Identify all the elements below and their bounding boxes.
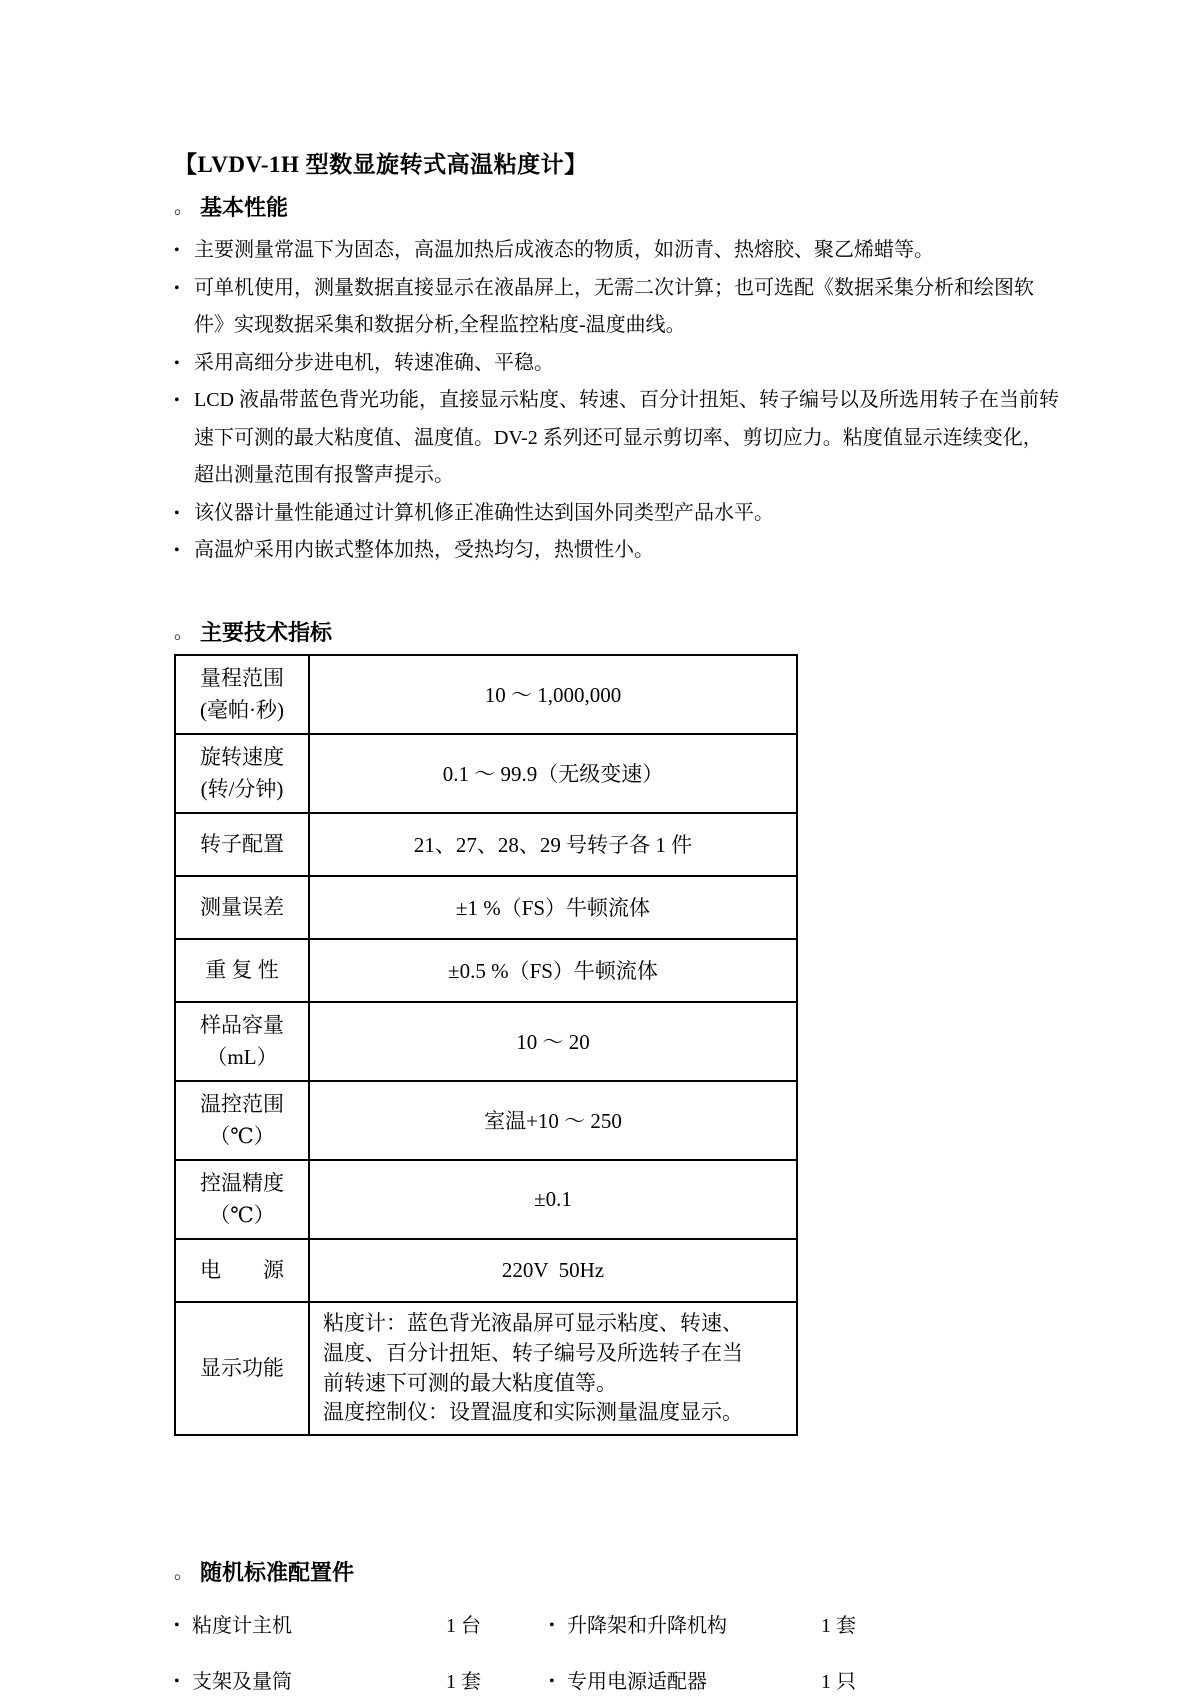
accessory-item <box>549 1611 821 1641</box>
spec-label-cell <box>175 734 309 813</box>
spec-label-cell <box>175 1239 309 1302</box>
spec-label-cell <box>175 813 309 876</box>
spec-value-text: ±0.5 %（FS）牛顿流体 <box>448 959 658 984</box>
accessory-name: 粘度计主机 <box>192 1615 292 1638</box>
spec-value-cell <box>309 1160 797 1239</box>
specs-table <box>174 654 798 1437</box>
feature-text: 主要测量常温下为固态，高温加热后成液态的物质，如沥青、热熔胶、聚乙烯蜡等。 <box>194 239 934 261</box>
spec-label-cell <box>175 1002 309 1081</box>
list-item <box>174 232 1059 270</box>
bullet-icon: • <box>549 1617 555 1635</box>
spec-label-line: 温控范围 <box>200 1091 284 1116</box>
table-row <box>175 813 797 876</box>
section-heading-text: 基本性能 <box>200 195 289 220</box>
spec-label-line: 显示功能 <box>200 1356 284 1381</box>
spec-label-line: 重 复 性 <box>205 957 279 982</box>
heading-marker-icon: 。 <box>174 1562 194 1584</box>
spec-label-line: (转/分钟) <box>200 777 284 802</box>
bullet-icon: • <box>174 242 180 259</box>
accessory-quantity: 1 只 <box>821 1671 856 1694</box>
list-item <box>174 345 1059 383</box>
spec-label-line: 测量误差 <box>200 894 284 919</box>
table-row <box>175 1160 797 1239</box>
spec-value-cell <box>309 939 797 1002</box>
accessory-name: 专用电源适配器 <box>567 1671 707 1694</box>
spec-value-text: 10 ～ 1,000,000 <box>484 683 622 708</box>
spec-label-line: （℃） <box>209 1124 275 1149</box>
spec-label-line: 电 源 <box>200 1258 284 1283</box>
accessory-quantity: 1 台 <box>446 1615 481 1638</box>
accessory-quantity: 1 套 <box>821 1615 856 1638</box>
spec-value-cell <box>309 1002 797 1081</box>
spec-label-line: 量程范围 <box>200 665 284 690</box>
section-heading-text: 主要技术指标 <box>200 619 333 645</box>
feature-text: 可单机使用，测量数据直接显示在液晶屏上，无需二次计算；也可选配《数据采集分析和绘图软件》实现数据采集和数据分析,全程监控粘度-温度曲线。 <box>194 276 1034 336</box>
page-title: 【LVDV-1H 型数显旋转式高温粘度计】 <box>174 152 588 177</box>
feature-list <box>174 232 1059 570</box>
section-heading-text: 随机标准配置件 <box>200 1560 355 1586</box>
spec-value-cell <box>309 813 797 876</box>
spec-label-line: （℃） <box>209 1203 275 1228</box>
heading-marker-icon: 。 <box>174 621 194 643</box>
spec-label-cell <box>175 655 309 734</box>
accessory-name: 支架及量筒 <box>192 1671 292 1694</box>
list-item <box>174 495 1059 533</box>
spec-value-line: 温度、百分计扭矩、转子编号及所选转子在当 <box>323 1340 743 1365</box>
bullet-icon: • <box>174 392 180 409</box>
feature-text: 采用高细分步进电机，转速准确、平稳。 <box>194 351 554 374</box>
spec-value-text: 0.1 ～ 99.9（无级变速） <box>442 762 664 787</box>
spec-label-line: (毫帕·秒) <box>200 698 284 723</box>
spec-value-text: 10 ～ 20 <box>516 1030 590 1055</box>
section-heading-accessories <box>174 1556 1140 1587</box>
feature-text: 高温炉采用内嵌式整体加热，受热均匀，热惯性小。 <box>194 539 654 561</box>
spec-label-line: 转子配置 <box>200 831 284 856</box>
spec-value-cell <box>309 1302 797 1435</box>
spec-value-cell <box>309 734 797 813</box>
heading-marker-icon: 。 <box>174 197 194 218</box>
accessory-item <box>549 1667 821 1697</box>
spec-label-line: 控温精度 <box>200 1170 284 1195</box>
bullet-icon: • <box>174 279 180 297</box>
accessory-item <box>174 1667 446 1697</box>
spec-label-line: （mL） <box>206 1045 278 1070</box>
table-row <box>175 734 797 813</box>
feature-text: LCD 液晶带蓝色背光功能，直接显示粘度、转速、百分计扭矩、转子编号以及所选用转子在当前转速下可测的最大粘度值、温度值。DV-2 系列还可显示剪切率、剪切应力。粘度值显示连续变化，超出测量范围有报警声提示。 <box>194 389 1059 486</box>
feature-text: 该仪器计量性能通过计算机修正准确性达到国外同类型产品水平。 <box>194 501 774 524</box>
bullet-icon: • <box>174 542 180 559</box>
accessories-list <box>174 1611 1074 1697</box>
spec-label-line: 样品容量 <box>200 1012 284 1037</box>
section-heading-basic <box>174 191 1140 222</box>
bullet-icon: • <box>174 1617 180 1635</box>
list-item <box>174 382 1059 495</box>
table-row <box>175 1081 797 1160</box>
spec-value-text: ±0.1 <box>534 1186 572 1211</box>
table-row <box>175 1239 797 1302</box>
spec-value-line: 前转速下可测的最大粘度值等。 <box>323 1370 617 1395</box>
spec-label-cell <box>175 1160 309 1239</box>
spec-label-cell <box>175 876 309 939</box>
spec-value-cell <box>309 655 797 734</box>
spec-value-text: 室温+10 ～ 250 <box>484 1109 622 1134</box>
bullet-icon: • <box>174 504 180 522</box>
table-row <box>175 876 797 939</box>
spec-label-cell <box>175 1081 309 1160</box>
spec-label-line: 旋转速度 <box>200 744 284 769</box>
table-row <box>175 1302 797 1435</box>
section-heading-specs <box>174 616 1140 647</box>
list-item <box>174 532 1059 570</box>
spec-value-text: 21、27、28、29 号转子各 1 件 <box>413 833 693 858</box>
table-row <box>175 1002 797 1081</box>
bullet-icon: • <box>549 1673 555 1691</box>
table-row <box>175 939 797 1002</box>
spec-value-line: 粘度计：蓝色背光液晶屏可显示粘度、转速、 <box>323 1310 743 1335</box>
spec-label-cell <box>175 1302 309 1435</box>
bullet-icon: • <box>174 354 180 372</box>
spec-value-cell <box>309 876 797 939</box>
bullet-icon: • <box>174 1673 180 1691</box>
spec-value-text: ±1 %（FS）牛顿流体 <box>455 896 651 921</box>
accessory-name: 升降架和升降机构 <box>567 1615 727 1638</box>
accessory-item <box>174 1611 446 1641</box>
spec-label-cell <box>175 939 309 1002</box>
spec-value-line: 温度控制仪：设置温度和实际测量温度显示。 <box>323 1400 743 1425</box>
spec-value-text: 220V 50Hz <box>501 1257 605 1282</box>
table-row <box>175 655 797 734</box>
spec-value-cell <box>309 1239 797 1302</box>
spec-value-cell <box>309 1081 797 1160</box>
accessory-quantity: 1 套 <box>446 1671 481 1694</box>
list-item <box>174 270 1059 345</box>
